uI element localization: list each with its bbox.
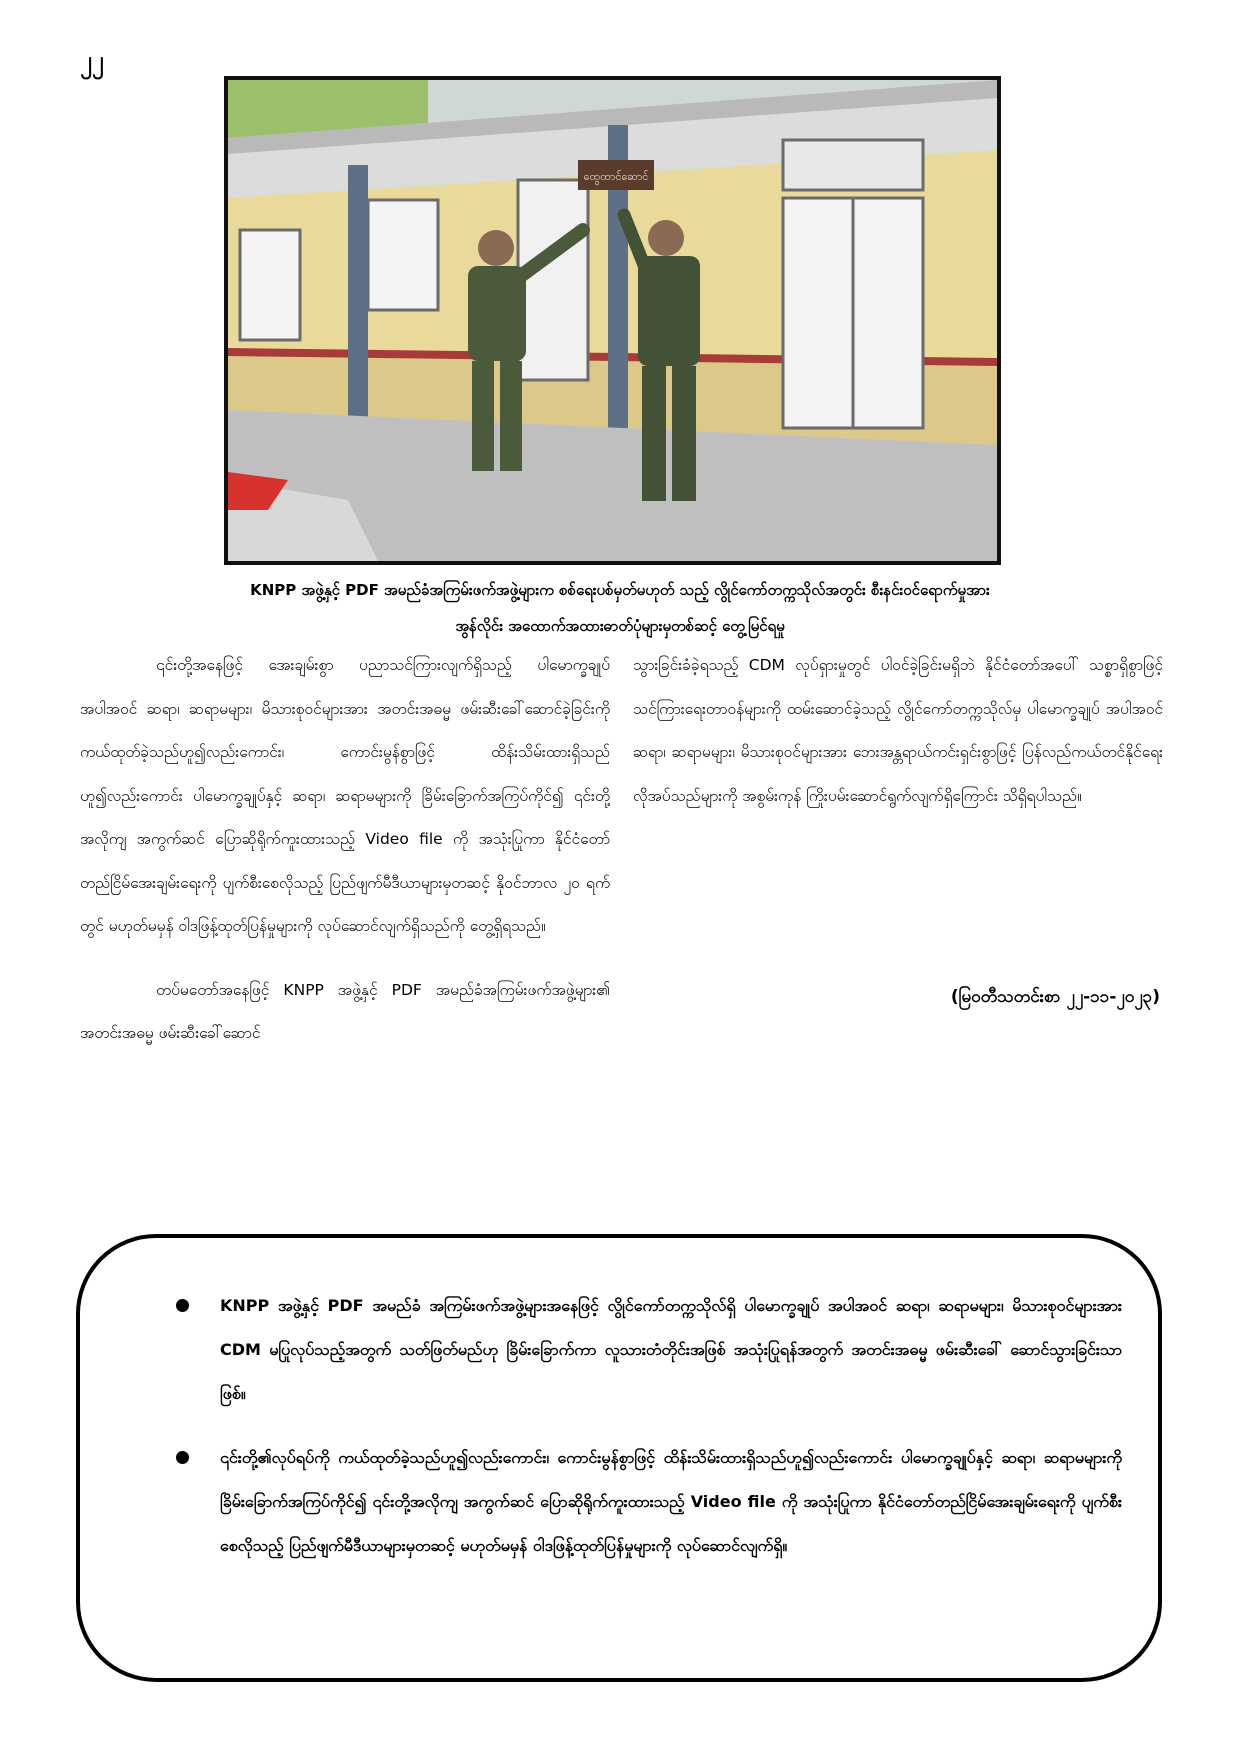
photo-caption [80, 572, 1160, 644]
summary-bullet-2 [140, 1436, 1122, 1568]
right-column [633, 644, 1163, 818]
page-number: ၂၂ [80, 46, 104, 74]
bullet-icon [176, 1299, 189, 1312]
summary-list [80, 1238, 1158, 1568]
left-paragraph-2: တပ်မတော်အနေဖြင့် KNPP အဖွဲ့နှင့် PDF အမည်ခံအကြမ်းဖက်အဖွဲ့များ၏ အတင်းအဓမ္မ ဖမ်းဆီးခေါ်ဆောင် [80, 980, 610, 1042]
photo-illustration [228, 80, 997, 561]
news-photo [224, 76, 1001, 565]
summary-bullet-1 [140, 1284, 1122, 1416]
left-paragraph-1: ၎င်းတို့အနေဖြင့် အေးချမ်းစွာ ပညာသင်ကြားလျက်ရှိသည့် ပါမောက္ခချုပ် အပါအဝင် ဆရာ၊ ဆရာမများ၊ မိသားစုဝင်များအား အတင်းအဓမ္မ ဖမ်းဆီးခေါ်ဆောင်ခဲ့ခြင်းကို ကယ်ထုတ်ခဲ့သည်ဟူ၍လည်းကောင်း၊ ကောင်းမွန်စွာဖြင့် ထိန်းသိမ်းထားရှိသည် ဟူ၍လည်းကောင်း ပါမောက္ခချုပ်နှင့် ဆရာ၊ ဆရာမများကို ခြိမ်းခြောက်အကြပ်ကိုင်၍ ၎င်းတို့အလိုကျ အကွက်ဆင် ပြောဆိုရိုက်ကူးထားသည့် Video file ကို အသုံးပြုကာ နိုင်ငံတော်တည်ငြိမ်အေးချမ်းရေးကို ပျက်စီးစေလိုသည့် ပြည်ဖျက်မီဒီယာများမှတဆင့် နိုဝင်ဘာလ ၂၀ ရက်တွင် မဟုတ်မမှန် ဝါဒဖြန့်ထုတ်ပြန်မှုများကို လုပ်ဆောင်လျက်ရှိသည်ကို တွေ့ရှိရသည်။ [80, 656, 610, 935]
left-column [80, 644, 610, 1056]
caption-line-2: အွန်လိုင်း အထောက်အထားဓာတ်ပုံများမှတစ်ဆင့် တွေ့မြင်ရမှု [455, 617, 785, 635]
bullet-icon [176, 1451, 189, 1464]
svg-text:ထွေထာင်ဆောင်: ထွေထာင်ဆောင် [583, 170, 649, 183]
source-citation: (မြဝတီသတင်းစာ ၂၂-၁၁-၂၀၂၃) [950, 987, 1160, 1007]
caption-line-1: KNPP အဖွဲ့နှင့် PDF အမည်ခံအကြမ်းဖက်အဖွဲ့များက စစ်ရေးပစ်မှတ်မဟုတ် သည့် လွိုင်ကော်တက္ကသိုလ်အတွင်း စီးနင်းဝင်ရောက်မှုအား [250, 581, 990, 599]
summary-bullet-text: ၎င်းတို့၏လုပ်ရပ်ကို ကယ်ထုတ်ခဲ့သည်ဟူ၍လည်းကောင်း၊ ကောင်းမွန်စွာဖြင့် ထိန်းသိမ်းထားရှိသည်ဟူ၍လည်းကောင်း ပါမောက္ခချုပ်နှင့် ဆရာ၊ ဆရာမများကို ခြိမ်းခြောက်အကြပ်ကိုင်၍ ၎င်းတို့အလိုကျ အကွက်ဆင် ပြောဆိုရိုက်ကူးထားသည့် Video file ကို အသုံးပြုကာ နိုင်ငံတော်တည်ငြိမ်အေးချမ်းရေးကို ပျက်စီးစေလိုသည့် ပြည်ဖျက်မီဒီယာများမှတဆင့် မဟုတ်မမှန် ဝါဒဖြန့်ထုတ်ပြန်မှုများကို လုပ်ဆောင်လျက်ရှိ။ [220, 1448, 1122, 1555]
summary-bullet-text: KNPP အဖွဲ့နှင့် PDF အမည်ခံ အကြမ်းဖက်အဖွဲ့များအနေဖြင့် လွိုင်ကော်တက္ကသိုလ်ရှိ ပါမောက္ခချုပ် အပါအဝင် ဆရာ၊ ဆရာမများ၊ မိသားစုဝင်များအား CDM မပြုလုပ်သည့်အတွက် သတ်ဖြတ်မည်ဟု ခြိမ်းခြောက်ကာ လူသားတံတိုင်းအဖြစ် အသုံးပြုရန်အတွက် အတင်းအဓမ္မ ဖမ်းဆီးခေါ် ဆောင်သွားခြင်းသာဖြစ်။ [220, 1296, 1122, 1403]
right-paragraph-1: သွားခြင်းခံခဲ့ရသည့် CDM လုပ်ရှားမှုတွင် ပါဝင်ခဲ့ခြင်းမရှိဘဲ နိုင်ငံတော်အပေါ် သစ္စာရှိစွာဖြင့် သင်ကြားရေးတာဝန်များကို ထမ်းဆောင်ခဲ့သည့် လွိုင်ကော်တက္ကသိုလ်မှ ပါမောက္ခချုပ် အပါအဝင် ဆရာ၊ ဆရာမများ၊ မိသားစုဝင်များအား ဘေးအန္တရာယ်ကင်းရှင်းစွာဖြင့် ပြန်လည်ကယ်တင်နိုင်ရေး လိုအပ်သည်များကို အစွမ်းကုန် ကြိုးပမ်းဆောင်ရွက်လျက်ရှိကြောင်း သိရှိရပါသည်။ [633, 656, 1163, 805]
summary-box [76, 1234, 1162, 1682]
